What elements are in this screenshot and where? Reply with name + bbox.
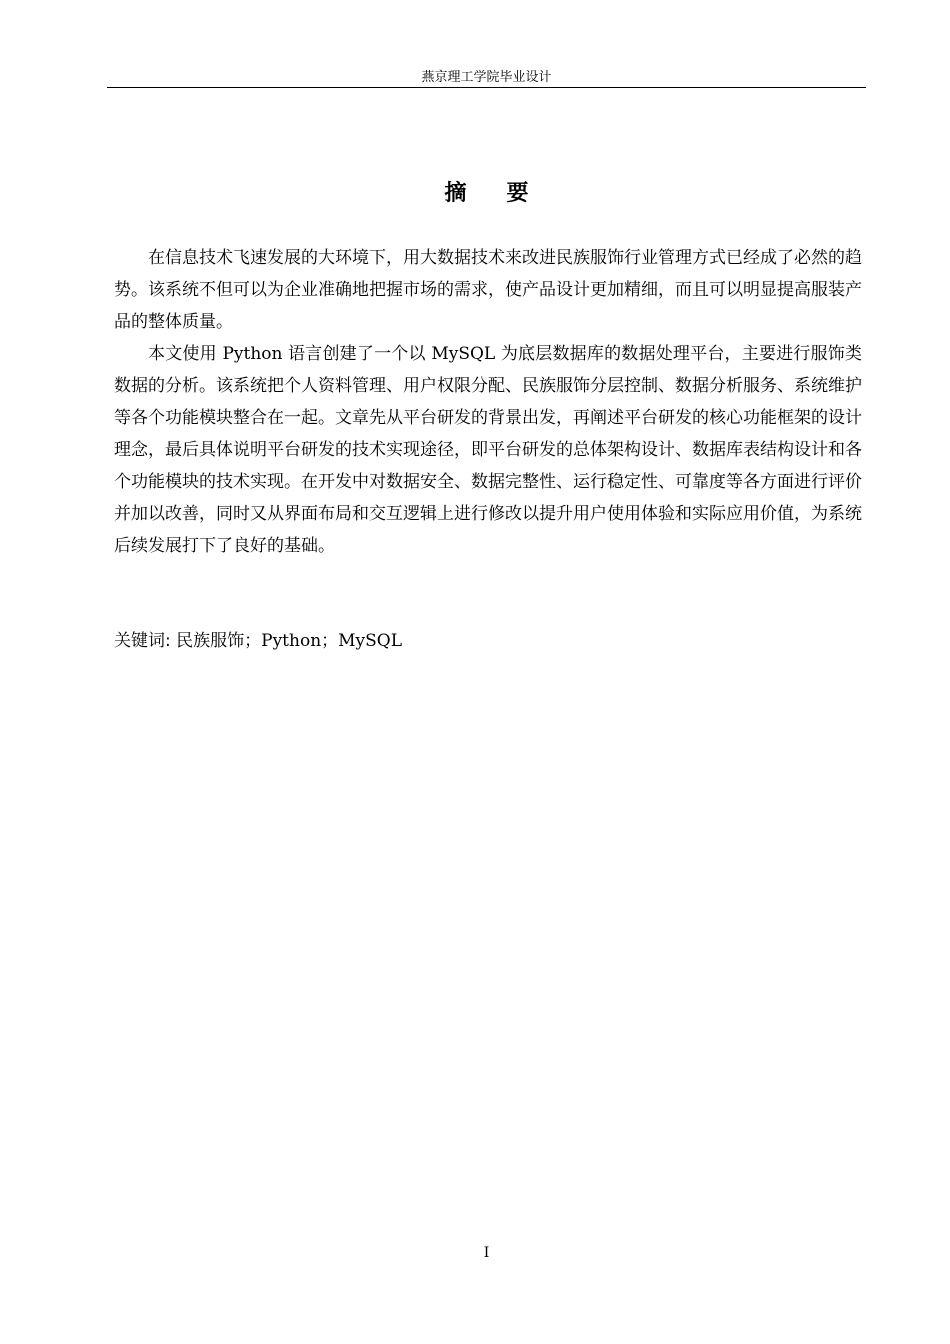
abstract-paragraph-1: 在信息技术飞速发展的大环境下，用大数据技术来改进民族服饰行业管理方式已经成了必然的趋势。该系统不但可以为企业准确地把握市场的需求，使产品设计更加精细，而且可以明显提高服装产品的整体质量。 (114, 248, 862, 332)
keywords-label: 关键词: (114, 631, 171, 651)
running-header: 燕京理工学院毕业设计 (421, 70, 552, 85)
keywords-value: 民族服饰；Python；MySQL (176, 631, 403, 651)
header-divider (107, 87, 866, 88)
abstract-body (114, 242, 862, 562)
abstract-title-char-2: 要 (506, 180, 529, 206)
page-number: I (483, 1245, 490, 1261)
abstract-title (107, 176, 866, 210)
abstract-paragraph-2: 本文使用 Python 语言创建了一个以 MySQL 为底层数据库的数据处理平台，主要进行服饰类数据的分析。该系统把个人资料管理、用户权限分配、民族服饰分层控制、数据分析服务、系统维护等各个功能模块整合在一起。文章先从平台研发的背景出发，再阐述平台研发的核心功能框架的设计理念，最后具体说明平台研发的技术实现途径，即平台研发的总体架构设计、数据库表结构设计和各个功能模块的技术实现。在开发中对数据安全、数据完整性、运行稳定性、可靠度等各方面进行评价并加以改善，同时又从界面布局和交互逻辑上进行修改以提升用户使用体验和实际应用价值，为系统后续发展打下了良好的基础。 (114, 344, 862, 556)
abstract-title-char-1: 摘 (444, 180, 467, 206)
keywords-line (114, 626, 862, 656)
